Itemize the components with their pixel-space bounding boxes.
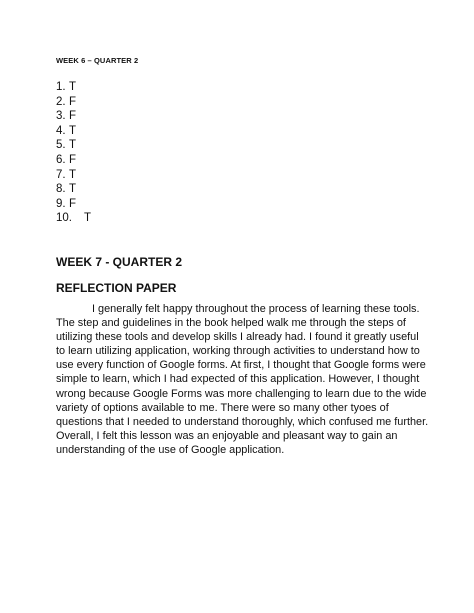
paragraph-line: wrong because Google Forms was more challenging to learn due to the wide [56, 387, 427, 400]
answer-item [56, 168, 91, 183]
answer-number: 8. [56, 183, 66, 196]
answer-number: 6. [56, 153, 66, 166]
answer-item [56, 138, 91, 153]
answer-item [56, 124, 91, 139]
answer-item [56, 109, 91, 124]
paragraph-line: Overall, I felt this lesson was an enjoyable and pleasant way to gain an [56, 429, 398, 442]
reflection-paragraph [56, 302, 429, 457]
paragraph-line: understanding of the use of Google application. [56, 443, 285, 456]
paragraph-line: questions that I needed to understand thoroughly, which confused me further. [56, 415, 429, 428]
answer-number: 2. [56, 95, 66, 108]
answer-number: 3. [56, 110, 66, 123]
answer-value: F [69, 197, 77, 210]
answer-value: T [69, 124, 77, 137]
paragraph-line: The step and guidelines in the book helped walk me through the steps of [56, 317, 406, 330]
paragraph-line: utilizing these tools and develop skills I already had. I found it greatly useful [56, 331, 419, 344]
paragraph-line: variety of options available to me. There were so many other tyoes of [56, 401, 389, 414]
answer-number: 1. [56, 81, 66, 93]
answer-item [56, 80, 91, 95]
paragraph-line: I generally felt happy throughout the process of learning these tools. [92, 303, 420, 315]
answer-number: 4. [56, 124, 66, 137]
answer-item [56, 197, 91, 212]
week7-heading: WEEK 7 - QUARTER 2 [56, 255, 183, 269]
answer-value: F [69, 110, 77, 123]
answer-item [56, 182, 91, 197]
answer-value: T [84, 212, 92, 225]
paragraph-line: simple to learn, which I had expected of this application. However, I thought [56, 373, 420, 386]
answer-number: 10. [56, 212, 72, 225]
answer-list [56, 80, 91, 226]
answer-value: T [69, 139, 77, 152]
paragraph-line: use every function of Google forms. At first, I thought that Google forms were [56, 359, 426, 372]
answer-value: F [69, 95, 77, 108]
answer-value: T [69, 183, 77, 196]
paragraph-line: to learn utilizing application, working through activities to understand how to [56, 345, 420, 358]
answer-value: T [69, 81, 77, 93]
answer-number: 9. [56, 197, 66, 210]
week6-heading: WEEK 6 – QUARTER 2 [56, 56, 139, 65]
reflection-title: REFLECTION PAPER [56, 281, 177, 295]
answer-item [56, 153, 91, 168]
answer-value: T [69, 168, 77, 181]
answer-number: 7. [56, 168, 66, 181]
answer-item [56, 211, 91, 226]
answer-item [56, 95, 91, 110]
answer-value: F [69, 153, 77, 166]
answer-number: 5. [56, 139, 66, 152]
